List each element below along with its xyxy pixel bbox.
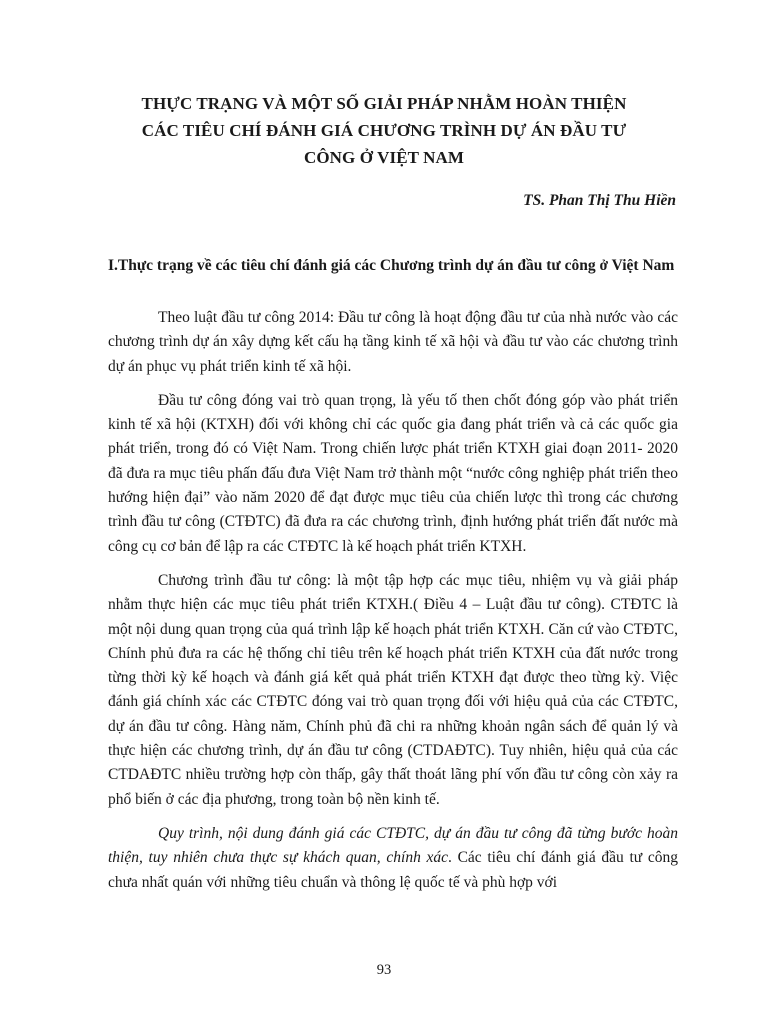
author-name: TS. Phan Thị Thu Hiền	[523, 192, 676, 209]
title-line: THỰC TRẠNG VÀ MỘT SỐ GIẢI PHÁP NHẰM HOÀN THIỆN	[141, 94, 627, 113]
document-title	[100, 90, 668, 171]
section-heading: I.Thực trạng về các tiêu chí đánh giá các Chương trình dự án đầu tư công ở Việt Nam	[108, 257, 675, 274]
paragraph-continuation: . Các tiêu chí đánh giá đầu tư công chưa nhất quán với những tiêu chuẩn và thông lệ quốc tế và phù hợp với	[108, 849, 678, 891]
body-text	[108, 306, 678, 905]
title-line: CÔNG Ở VIỆT NAM	[303, 148, 465, 167]
paragraph: Chương trình đầu tư công: là một tập hợp các mục tiêu, nhiệm vụ và giải pháp nhằm thực hiện các mục tiêu phát triển KTXH.( Điều 4 – Luật đầu tư công). CTĐTC là một nội dung quan trọng của quá trình lập kế hoạch phát triển KTXH. Căn cứ vào CTĐTC, Chính phủ đưa ra các hệ thống chỉ tiêu trên kế hoạch phát triển KTXH của đất nước trong từng thời kỳ kế hoạch và đánh giá kết quả phát triển KTXH đạt được theo từng kỳ. Việc đánh giá chính xác các CTĐTC đóng vai trò quan trọng đối với hiệu quả của các CTĐTC, dự án đầu tư công. Hàng năm, Chính phủ đã chi ra những khoản ngân sách để quản lý và thực hiện các chương trình, dự án đầu tư công (CTDAĐTC). Tuy nhiên, hiệu quả của các CTDAĐTC nhiều trường hợp còn thấp, gây thất thoát lãng phí vốn đầu tư công còn xảy ra phổ biến ở các địa phương, trong toàn bộ nền kinh tế.	[108, 571, 678, 808]
page-number: 93	[376, 962, 392, 978]
title-line: CÁC TIÊU CHÍ ĐÁNH GIÁ CHƯƠNG TRÌNH DỰ ÁN ĐẦU TƯ	[141, 121, 627, 140]
paragraph	[108, 822, 678, 895]
paragraph: Theo luật đầu tư công 2014: Đầu tư công là hoạt động đầu tư của nhà nước vào các chương trình dự án xây dựng kết cấu hạ tầng kinh tế xã hội và đầu tư vào các chương trình dự án phục vụ phát triển kinh tế xã hội.	[108, 309, 678, 375]
italic-phrase: Quy trình, nội dung đánh giá các CTĐTC, dự án đầu tư công đã từng bước hoàn thiện, tuy nhiên chưa thực sự khách quan, chính xác	[108, 824, 678, 867]
paragraph: Đầu tư công đóng vai trò quan trọng, là yếu tố then chốt đóng góp vào phát triển kinh tế xã hội (KTXH) đối với không chỉ các quốc gia đang phát triển và cả các quốc gia phát triển, trong đó có Việt Nam. Trong chiến lược phát triển KTXH giai đoạn 2011- 2020 đã đưa ra mục tiêu phấn đấu đưa Việt Nam trở thành một “nước công nghiệp phát triển theo hướng hiện đại” vào năm 2020 để đạt được mục tiêu của chiến lược thì trong các chương trình đầu tư công (CTĐTC) đã đưa ra các chương trình, định hướng phát triển đất nước mà công cụ cơ bản để lập ra các CTĐTC là kế hoạch phát triển KTXH.	[108, 391, 678, 555]
